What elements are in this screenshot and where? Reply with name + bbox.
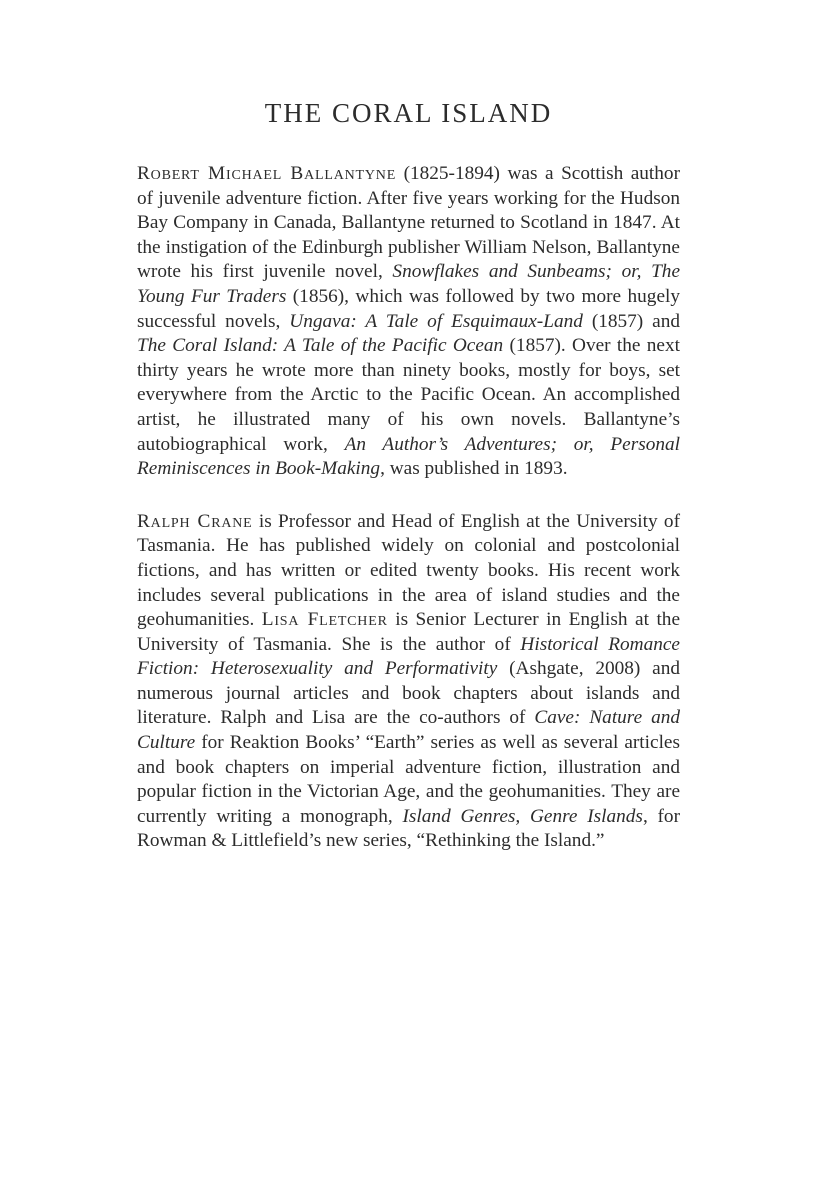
text-run-normal: , was published in 1893.: [380, 458, 568, 480]
text-run-normal: (Ashgate, 2008) and numerous journal articles and book chapters about islands and literature. Ralph and Lisa are the co-authors of: [137, 658, 680, 729]
text-run-normal: is Professor and Head of English at the University of Tasmania. He has published widely on colonial and postcolonial fictions, and has written or edited twenty books. His recent work includes several publications in the area of island studies and the geohumanities.: [137, 510, 680, 631]
text-run-normal: , for Rowman & Littlefield’s new series, “Rethinking the Island.”: [137, 805, 680, 852]
text-run-normal: (1856), which was followed by two more hugely successful novels,: [137, 285, 680, 332]
text-run-italic: Island Genres, Genre Islands: [402, 805, 643, 827]
text-run-italic: The Coral Island: A Tale of the Pacific Ocean: [137, 335, 504, 357]
text-run-normal: (1857) and: [582, 310, 681, 332]
text-run-normal: (1825-1894) was a Scottish author of juvenile adventure fiction. After five years working for the Hudson Bay Company in Canada, Ballantyne returned to Scotland in 1847. At the instigation of the Edinburgh publisher William Nelson, Ballantyne wrote his first juvenile novel,: [137, 163, 680, 283]
text-run-smallcaps: Robert Michael Ballantyne: [137, 163, 397, 184]
paragraph-editors-bio: [137, 510, 680, 854]
text-run-italic: Ungava: A Tale of Esquimaux-Land: [289, 310, 583, 332]
text-run-italic: Cave: Nature and Culture: [137, 707, 680, 754]
text-run-italic: An Author’s Adventures; or, Personal Reminiscences in Book-Making: [137, 433, 681, 480]
text-run-smallcaps: Lisa Fletcher: [261, 609, 388, 631]
text-run-normal: for Reaktion Books’ “Earth” series as well as several articles and book chapters on imperial adventure fiction, illustration and popular fiction in the Victorian Age, and the geohumanities. They are currently writing a monograph,: [137, 732, 680, 827]
text-run-normal: (1857). Over the next thirty years he wrote more than ninety books, mostly for boys, set everywhere from the Arctic to the Pacific Ocean. An accomplished artist, he illustrated many of his own novels. Ballantyne’s autobiographical work,: [137, 335, 680, 455]
text-run-normal: is Senior Lecturer in English at the University of Tasmania. She is the author of: [137, 609, 681, 655]
text-run-italic: Historical Romance Fiction: Heterosexuality and Performativity: [137, 633, 680, 680]
about-authors-section: [137, 162, 680, 854]
text-block: [137, 0, 680, 854]
page-title: THE CORAL ISLAND: [264, 98, 553, 128]
text-run-smallcaps: Ralph Crane: [137, 510, 253, 532]
text-run-italic: Snowflakes and Sunbeams; or, The Young Fur Traders: [137, 261, 681, 307]
paragraph-ballantyne-bio: [137, 162, 680, 482]
